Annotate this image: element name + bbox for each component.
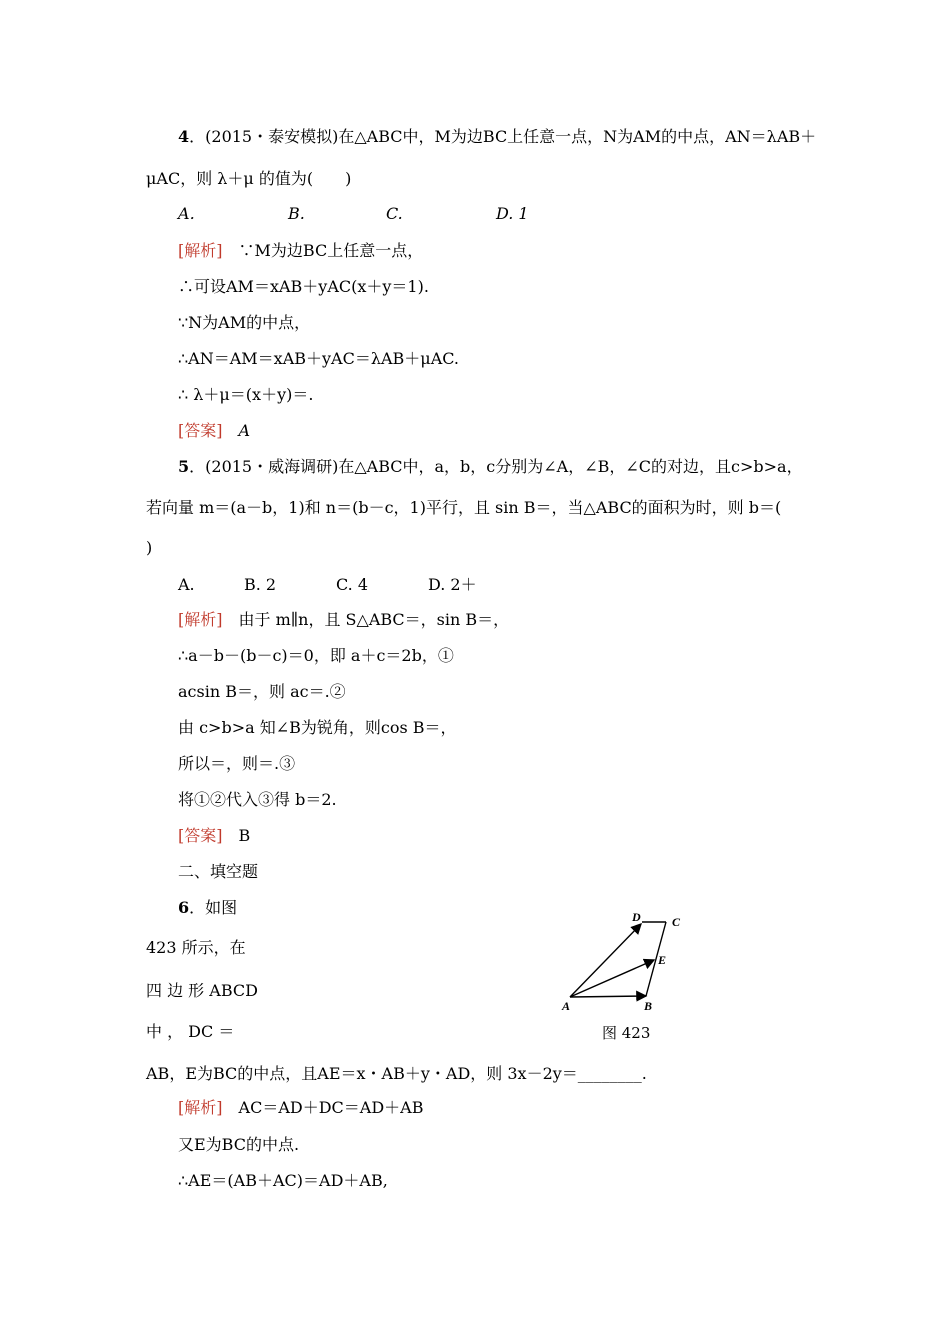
q5-answer — [178, 825, 250, 847]
q4-stem-line1 — [178, 126, 816, 148]
q4-analysis-text: ∵M为边BC上任意一点， — [238, 241, 424, 260]
q6-stem-line3: 四 边 形 ABCD — [146, 981, 258, 1000]
q4-analysis-3: ∵N为AM的中点， — [178, 313, 311, 332]
label-d: D — [632, 910, 641, 924]
q6-analysis-2: 又E为BC的中点. — [178, 1135, 300, 1154]
q5-number: 5 — [178, 457, 190, 476]
q4-analysis-1 — [178, 240, 423, 262]
q5-option-b: B. 2 — [244, 575, 277, 594]
label-a: A — [562, 999, 571, 1013]
q4-option-a: A． — [178, 204, 206, 223]
vector-ab — [570, 996, 646, 997]
q4-option-b: B. — [288, 204, 305, 223]
q6-analysis-3: ∴AE＝(AB＋AC)＝AD＋AB, — [178, 1171, 388, 1190]
q4-stem-line2: μAC，则 λ＋μ 的值为( ) — [146, 169, 352, 188]
q4-analysis-4: ∴AN＝AM＝xAB＋yAC＝λAB＋μAC. — [178, 349, 460, 368]
q6-analysis-text: AC＝AD＋DC＝AD＋AB — [238, 1098, 424, 1117]
q4-number: 4 — [178, 127, 190, 146]
label-e: E — [658, 953, 667, 967]
q5-stem1: ．(2015・威海调研)在△ABC中，a，b，c分别为∠A，∠B，∠C的对边，且c>b>a， — [189, 457, 803, 476]
q6-analysis-1 — [178, 1097, 423, 1119]
q5-analysis-1 — [178, 609, 509, 631]
q5-answer-value: B — [238, 826, 251, 845]
q6-stem-line1 — [178, 897, 237, 919]
q5-analysis-5: 所以＝，则＝.③ — [178, 754, 296, 773]
q4-stem1: ．(2015・泰安模拟)在△ABC中，M为边BC上任意一点，N为AM的中点，AN＝λAB＋ — [189, 127, 817, 146]
answer-tag: [答案] — [178, 421, 223, 440]
q5-analysis-2: ∴a－b－(b－c)＝0，即 a＋c＝2b，① — [178, 646, 454, 665]
q5-option-a: A. — [178, 575, 195, 594]
label-c: C — [672, 915, 681, 929]
q4-answer-value: A — [238, 421, 251, 440]
analysis-tag: [解析] — [178, 1098, 223, 1117]
q5-stem-line1 — [178, 456, 803, 478]
figure-caption: 图 423 — [602, 1024, 651, 1042]
q5-analysis-6: 将①②代入③得 b＝2. — [178, 790, 337, 809]
q4-option-c: C. — [386, 204, 403, 223]
q5-stem-line3: ) — [146, 538, 153, 557]
q5-analysis-3: acsin B＝，则 ac＝.② — [178, 682, 346, 701]
q6-stem-line2: 423 所示，在 — [146, 938, 246, 957]
analysis-tag: [解析] — [178, 241, 223, 260]
label-b: B — [644, 999, 653, 1013]
q5-option-d: D. 2＋ — [428, 575, 477, 594]
vector-ae — [570, 960, 654, 997]
q6-stem-line4: 中 ， DC ＝ — [146, 1022, 235, 1041]
q5-analysis-4: 由 c>b>a 知∠B为锐角，则cos B＝， — [178, 718, 457, 737]
q4-analysis-5: ∴ λ＋μ＝(x＋y)＝. — [178, 385, 314, 404]
q4-analysis-2: ∴可设AM＝xAB＋yAC(x＋y＝1). — [178, 277, 429, 296]
analysis-tag: [解析] — [178, 610, 223, 629]
vector-ad — [570, 924, 641, 997]
q6-number: 6 — [178, 898, 190, 917]
q6-stem-line5: AB，E为BC的中点，且AE＝x・AB＋y・AD，则 3x－2y＝________. — [146, 1064, 647, 1083]
q4-option-d: D. 1 — [496, 204, 529, 223]
q5-analysis-text: 由于 m∥n，且 S△ABC＝，sin B＝， — [238, 610, 510, 629]
q5-option-c: C. 4 — [336, 575, 369, 594]
q4-answer — [178, 420, 250, 442]
q5-stem-line2: 若向量 m＝(a－b，1)和 n＝(b－c，1)平行，且 sin B＝，当△ABC的面积为时，则 b＝( — [146, 498, 782, 517]
answer-tag: [答案] — [178, 826, 223, 845]
q6-stem-1: ．如图 — [189, 898, 238, 917]
section-title: 二、填空题 — [178, 862, 259, 881]
